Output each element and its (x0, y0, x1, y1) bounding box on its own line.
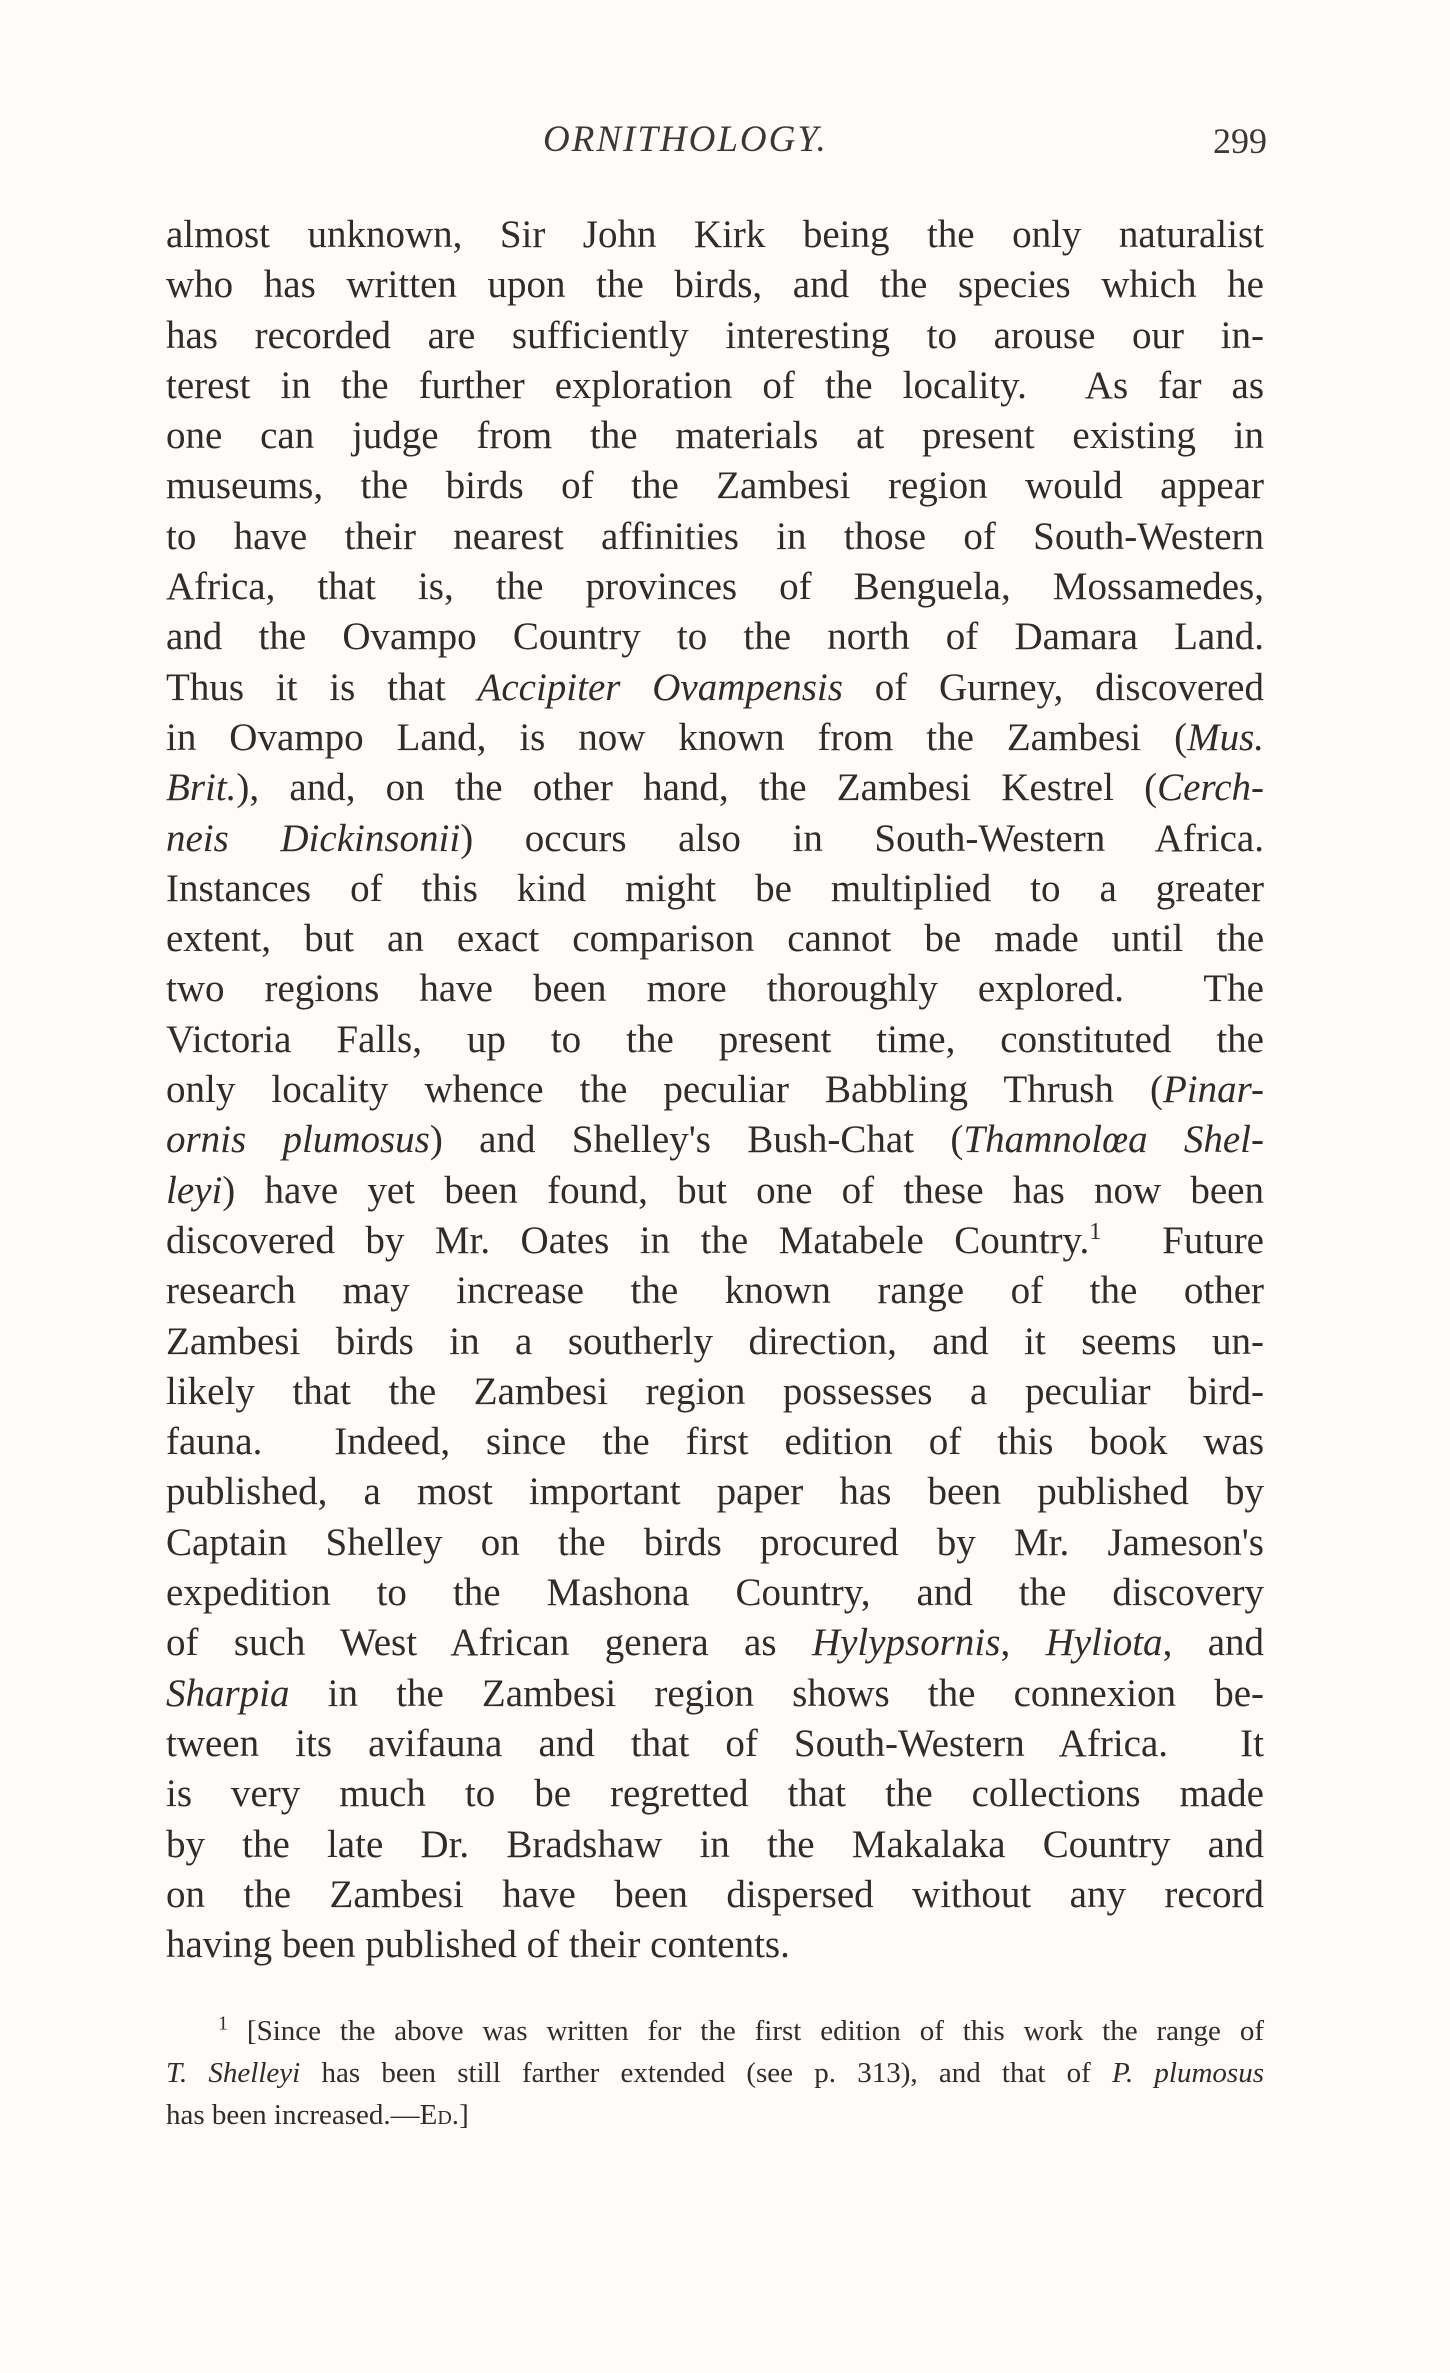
text-line: extent, but an exact comparison cannot be made until the (166, 917, 1264, 961)
genus-name: Hyliota (1045, 1621, 1163, 1665)
text-line: almost unknown, Sir John Kirk being the only naturalist (166, 213, 1264, 256)
running-head (0, 118, 1450, 178)
footnote-mark: 1 (218, 2012, 228, 2035)
species-name: Thamnolœa Shel- (963, 1118, 1264, 1162)
text-line: having been published of their contents. (166, 1923, 790, 1967)
species-name: ornis plumosus (166, 1118, 430, 1162)
species-name: Pinar- (1162, 1068, 1264, 1112)
text-line: in Ovampo Land, is now known from the Zambesi (Mus. (166, 715, 1264, 759)
text-line: neis Dickinsonii) occurs also in South-Western Africa. (166, 816, 1264, 860)
text-line: of such West African genera as Hylypsornis, Hyliota, and (166, 1621, 1264, 1665)
text-line: is very much to be regretted that the collections made (166, 1772, 1264, 1816)
species-name: Accipiter Ovampensis (477, 665, 843, 709)
text-line: Victoria Falls, up to the present time, constituted the (166, 1017, 1264, 1061)
body-paragraph (166, 210, 1264, 1970)
species-name: P. plumosus (1111, 2057, 1264, 2089)
genus-name: Sharpia (166, 1671, 290, 1715)
text-line: published, a most important paper has been published by (166, 1470, 1264, 1514)
text-line: terest in the further exploration of the locality. As far as (166, 363, 1264, 407)
text-line: has recorded are sufficiently interesting to arouse our in- (166, 313, 1264, 357)
text-line: museums, the birds of the Zambesi region would appear (166, 464, 1264, 508)
text-line: tween its avifauna and that of South-Western Africa. It (166, 1721, 1264, 1765)
species-name: Cerch- (1157, 766, 1264, 810)
species-name: T. Shelleyi (166, 2057, 301, 2089)
citation-italic: Brit. (166, 766, 237, 810)
species-name: leyi (166, 1168, 223, 1212)
text-line: likely that the Zambesi region possesses a peculiar bird- (166, 1369, 1264, 1413)
editor-mark: Ed. (419, 2099, 460, 2131)
text-line: Brit.), and, on the other hand, the Zambesi Kestrel (Cerch- (166, 766, 1264, 810)
text-line: leyi) have yet been found, but one of these has now been (166, 1168, 1264, 1212)
text-line: expedition to the Mashona Country, and the discovery (166, 1571, 1264, 1615)
text-line: Zambesi birds in a southerly direction, and it seems un- (166, 1319, 1264, 1363)
footnote-line: has been increased.—Ed.] (166, 2099, 469, 2131)
text-line: on the Zambesi have been dispersed without any record (166, 1872, 1264, 1916)
footnote-reference: 1 (1089, 1218, 1102, 1245)
text-line: discovered by Mr. Oates in the Matabele Country.$^1$ Future (166, 1218, 1264, 1262)
running-head-title: ORNITHOLOGY. (543, 119, 828, 160)
footnote (166, 2010, 1264, 2136)
species-name: neis Dickinsonii (166, 816, 461, 860)
citation-italic: Mus. (1187, 715, 1264, 759)
text-line: Instances of this kind might be multiplied to a greater (166, 866, 1264, 910)
text-line: to have their nearest affinities in those of South-Western (166, 514, 1264, 558)
footnote-line: T. Shelleyi has been still farther extended (see p. 313), and that of P. plumosus (166, 2057, 1264, 2089)
text-line: and the Ovampo Country to the north of Damara Land. (166, 615, 1264, 659)
text-line: Sharpia in the Zambesi region shows the connexion be- (166, 1671, 1264, 1715)
text-line: who has written upon the birds, and the species which he (166, 263, 1264, 307)
text-line: one can judge from the materials at present existing in (166, 414, 1264, 458)
text-line: two regions have been more thoroughly explored. The (166, 967, 1264, 1011)
text-line: only locality whence the peculiar Babbling Thrush (Pinar- (166, 1068, 1264, 1112)
text-line: Thus it is that Accipiter Ovampensis of Gurney, discovered (166, 665, 1264, 709)
page-number: 299 (1213, 121, 1267, 161)
text-line: fauna. Indeed, since the first edition of this book was (166, 1420, 1264, 1464)
text-line: Africa, that is, the provinces of Benguela, Mossamedes, (166, 565, 1264, 609)
text-line: by the late Dr. Bradshaw in the Makalaka Country and (166, 1822, 1264, 1866)
footnote-line: $^1$ [Since the above was written for the first edition of this work the range of (218, 2012, 1264, 2047)
text-line: research may increase the known range of the other (166, 1269, 1264, 1313)
text-line: ornis plumosus) and Shelley's Bush-Chat (Thamnolœa Shel- (166, 1118, 1264, 1162)
genus-name: Hylypsornis (811, 1621, 1001, 1665)
text-line: Captain Shelley on the birds procured by Mr. Jameson's (166, 1520, 1264, 1564)
